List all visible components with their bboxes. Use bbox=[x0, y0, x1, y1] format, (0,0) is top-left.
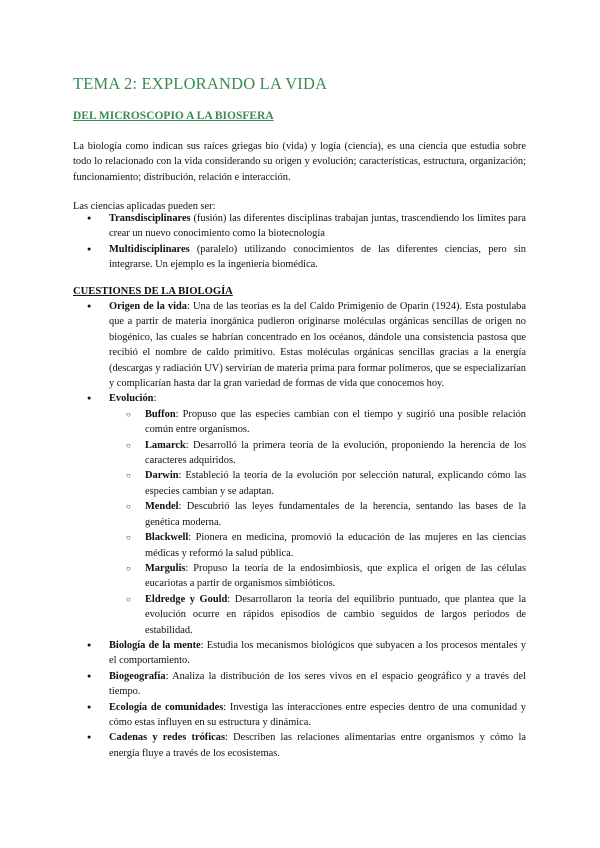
sublist-item-text: : Propuso que las especies cambian con el tiempo y sugirió una posible relación común entre organismos. bbox=[145, 408, 526, 436]
sublist-item-term: Margulis bbox=[145, 562, 186, 574]
sublist-item bbox=[109, 407, 526, 438]
sublist-item-term: Mendel bbox=[145, 501, 179, 513]
list-item-text: : bbox=[153, 393, 157, 405]
list-item bbox=[73, 211, 526, 242]
sublist-item-text: : Propuso la teoría de la endosimbiosis, que explica el origen de las células eucariotas a partir de organismos simbióticos. bbox=[145, 562, 526, 590]
sublist-item-term: Lamarck bbox=[145, 439, 186, 451]
list-item-term: Origen de la vida bbox=[109, 301, 187, 312]
sublist-item bbox=[109, 499, 526, 530]
list-item-term: Evolución bbox=[109, 393, 154, 405]
list-item-text: : Describen las relaciones alimentarias entre organismos y cómo la energía fluye a través de los ecosistemas. bbox=[109, 732, 526, 759]
applied-sciences-list bbox=[73, 211, 526, 273]
list-item bbox=[73, 299, 526, 391]
list-item bbox=[73, 700, 526, 731]
list-item-term: Transdisciplinares bbox=[109, 213, 191, 224]
list-item-term: Biogeografía bbox=[109, 670, 166, 682]
sublist-item-text: : Estableció la teoría de la evolución por selección natural, explicando cómo las especies cambian y se adaptan. bbox=[145, 470, 526, 497]
list-item-term: Multidisciplinares bbox=[109, 243, 190, 255]
list-item-text: : Investiga las interacciones entre especies dentro de una comunidad y cómo estas influyen en su estructura y dinámica. bbox=[109, 701, 526, 728]
list-item-term: Cadenas y redes tróficas bbox=[109, 732, 225, 744]
sublist-item-text: : Desarrollaron la teoría del equilibrio puntuado, que plantea que la evolución ocurre en rápidos episodios de cambio seguidos de largos periodos de estabilidad. bbox=[145, 593, 526, 636]
list-item-term: Ecología de comunidades bbox=[109, 701, 224, 713]
sublist-item-term: Darwin bbox=[145, 470, 179, 482]
applied-sciences-lead: Las ciencias aplicadas pueden ser: bbox=[73, 201, 216, 212]
section-heading: CUESTIONES DE LA BIOLOGÍA bbox=[73, 286, 233, 297]
sublist-item-text: : Descubrió las leyes fundamentales de la herencia, sentando las bases de la genética moderna. bbox=[145, 501, 526, 528]
list-item-text: : Una de las teorías es la del Caldo Primigenio de Oparin (1924). Esta postulaba que a partir de materia inorgánica pudieron originarse moléculas orgánicas sencillas de origen no biogénico, las cuales se habrían concentrado en los océanos, dándole una consistencia pastosa que recibió el nombre de caldo primitivo. Estas moléculas orgánicas sencillas gracias a la energía (descargas y radiación UV) servirían de materia prima para formar polímeros, que se especializarían y complicarían hasta dar la gran variedad de formas de vida que conocemos hoy. bbox=[109, 301, 526, 390]
sublist-item bbox=[109, 468, 526, 499]
sublist-item bbox=[109, 592, 526, 638]
intro-paragraph: La biología como indican sus raíces griegas bio (vida) y logía (ciencia), es una ciencia que estudia sobre todo lo relacionado con la vida considerando su origen y evolución; características, estructura, organización; funcionamiento; distribución, relación e interacción. bbox=[73, 141, 526, 183]
list-item bbox=[73, 638, 526, 669]
list-item bbox=[73, 730, 526, 761]
biology-questions-list bbox=[73, 299, 526, 761]
list-item bbox=[73, 242, 526, 273]
list-item-text: : Analiza la distribución de los seres vivos en el espacio geográfico y a través del tiempo. bbox=[109, 670, 526, 698]
list-item bbox=[73, 669, 526, 700]
sublist-item-text: : Pionera en medicina, promovió la educación de las mujeres en las ciencias médicas y reformó la salud pública. bbox=[145, 532, 526, 559]
sublist-item-term: Eldredge y Gould bbox=[145, 593, 228, 605]
evolution-sublist bbox=[109, 407, 526, 638]
section-subtitle: DEL MICROSCOPIO A LA BIOSFERA bbox=[73, 110, 274, 122]
page-title: TEMA 2: EXPLORANDO LA VIDA bbox=[73, 74, 328, 93]
sublist-item-term: Buffon bbox=[145, 408, 176, 420]
sublist-item-term: Blackwell bbox=[145, 532, 189, 544]
list-item-text: (paralelo) utilizando conocimientos de las diferentes ciencias, pero sin integrarse. Un ejemplo es la ingeniería biomédica. bbox=[109, 243, 526, 271]
sublist-item-text: : Desarrolló la primera teoría de la evolución, proponiendo la herencia de los caracteres adquiridos. bbox=[145, 439, 526, 467]
list-item bbox=[73, 391, 526, 638]
list-item-text: (fusión) las diferentes disciplinas trabajan juntas, trascendiendo los límites para crear un nuevo conocimiento como la biotecnología bbox=[109, 213, 526, 240]
sublist-item bbox=[109, 438, 526, 469]
list-item-term: Biología de la mente bbox=[109, 639, 201, 651]
sublist-item bbox=[109, 530, 526, 561]
sublist-item bbox=[109, 561, 526, 592]
list-item-text: : Estudia los mecanismos biológicos que subyacen a los procesos mentales y el comportamiento. bbox=[109, 639, 526, 667]
